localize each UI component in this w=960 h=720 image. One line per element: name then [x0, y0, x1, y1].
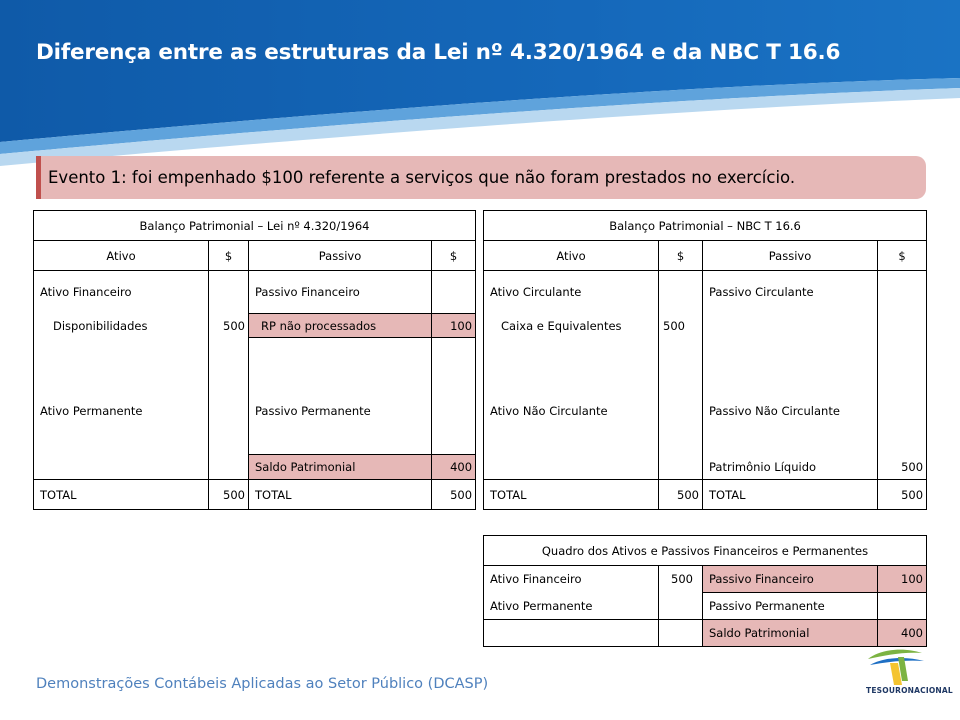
quadro-passivo-financeiro: Passivo Financeiro [703, 566, 878, 593]
nbc-caixa-equivalentes: Caixa e Equivalentes [484, 314, 659, 338]
lei-total-passivo: 500 [432, 480, 476, 510]
lei-header-ativo: Ativo [34, 241, 209, 271]
event-accent-bar [36, 156, 41, 199]
lei-total-ativo: 500 [209, 480, 249, 510]
nbc-patrimonio-liquido: Patrimônio Líquido [703, 455, 878, 480]
lei-ativo-financeiro: Ativo Financeiro [34, 271, 209, 314]
quadro-ativo-financeiro: Ativo Financeiro [484, 566, 659, 593]
lei-disponibilidades: Disponibilidades [34, 314, 209, 338]
lei-saldo-patrimonial: Saldo Patrimonial [249, 455, 432, 480]
nbc-total-ativo: 500 [659, 480, 703, 510]
nbc-table-title: Balanço Patrimonial – NBC T 16.6 [484, 211, 927, 241]
nbc-ativo-nao-circulante: Ativo Não Circulante [484, 399, 659, 423]
nbc-passivo-circulante: Passivo Circulante [703, 271, 878, 314]
lei-rp-nao-processados: RP não processados [249, 314, 432, 338]
quadro-ativo-financeiro-value: 500 [659, 566, 703, 593]
nbc-header-ativo: Ativo [484, 241, 659, 271]
logo-text: TESOURONACIONAL [866, 686, 953, 695]
footer-text: Demonstrações Contábeis Aplicadas ao Setor Público (DCASP) [36, 676, 489, 692]
nbc-ativo-circulante: Ativo Circulante [484, 271, 659, 314]
quadro-passivo-permanente: Passivo Permanente [703, 593, 878, 620]
event-callout: Evento 1: foi empenhado $100 referente a serviços que não foram prestados no exercício. [36, 156, 926, 199]
quadro-saldo-patrimonial: Saldo Patrimonial [703, 620, 878, 647]
quadro-passivo-financeiro-value: 100 [878, 566, 927, 593]
nbc-header-passivo: Passivo [703, 241, 878, 271]
lei-header-ativo-value: $ [209, 241, 249, 271]
nbc-total-passivo-label: TOTAL [703, 480, 878, 510]
nbc-total-label: TOTAL [484, 480, 659, 510]
lei-total-passivo-label: TOTAL [249, 480, 432, 510]
nbc-passivo-nao-circulante: Passivo Não Circulante [703, 399, 878, 423]
lei-disponibilidades-value: 500 [209, 314, 249, 338]
quadro-saldo-value: 400 [878, 620, 927, 647]
lei-rp-value: 100 [432, 314, 476, 338]
lei-passivo-financeiro: Passivo Financeiro [249, 271, 432, 314]
lei-header-passivo: Passivo [249, 241, 432, 271]
lei-table-title: Balanço Patrimonial – Lei nº 4.320/1964 [34, 211, 476, 241]
nbc-total-passivo: 500 [878, 480, 927, 510]
lei-header-passivo-value: $ [432, 241, 476, 271]
nbc-caixa-value: 500 [659, 314, 703, 338]
lei-ativo-permanente: Ativo Permanente [34, 399, 209, 423]
nbc-header-ativo-value: $ [659, 241, 703, 271]
balanco-lei-table [33, 210, 476, 510]
quadro-ativo-permanente: Ativo Permanente [484, 593, 659, 620]
header-banner [0, 0, 960, 170]
lei-passivo-permanente: Passivo Permanente [249, 399, 432, 423]
balanco-nbc-table [483, 210, 927, 510]
quadro-title: Quadro dos Ativos e Passivos Financeiros e Permanentes [484, 536, 927, 566]
lei-total-label: TOTAL [34, 480, 209, 510]
lei-saldo-value: 400 [432, 455, 476, 480]
quadro-table [483, 535, 927, 647]
nbc-header-passivo-value: $ [878, 241, 927, 271]
page-title: Diferença entre as estruturas da Lei nº 4.320/1964 e da NBC T 16.6 [36, 40, 841, 65]
nbc-pl-value: 500 [878, 455, 927, 480]
